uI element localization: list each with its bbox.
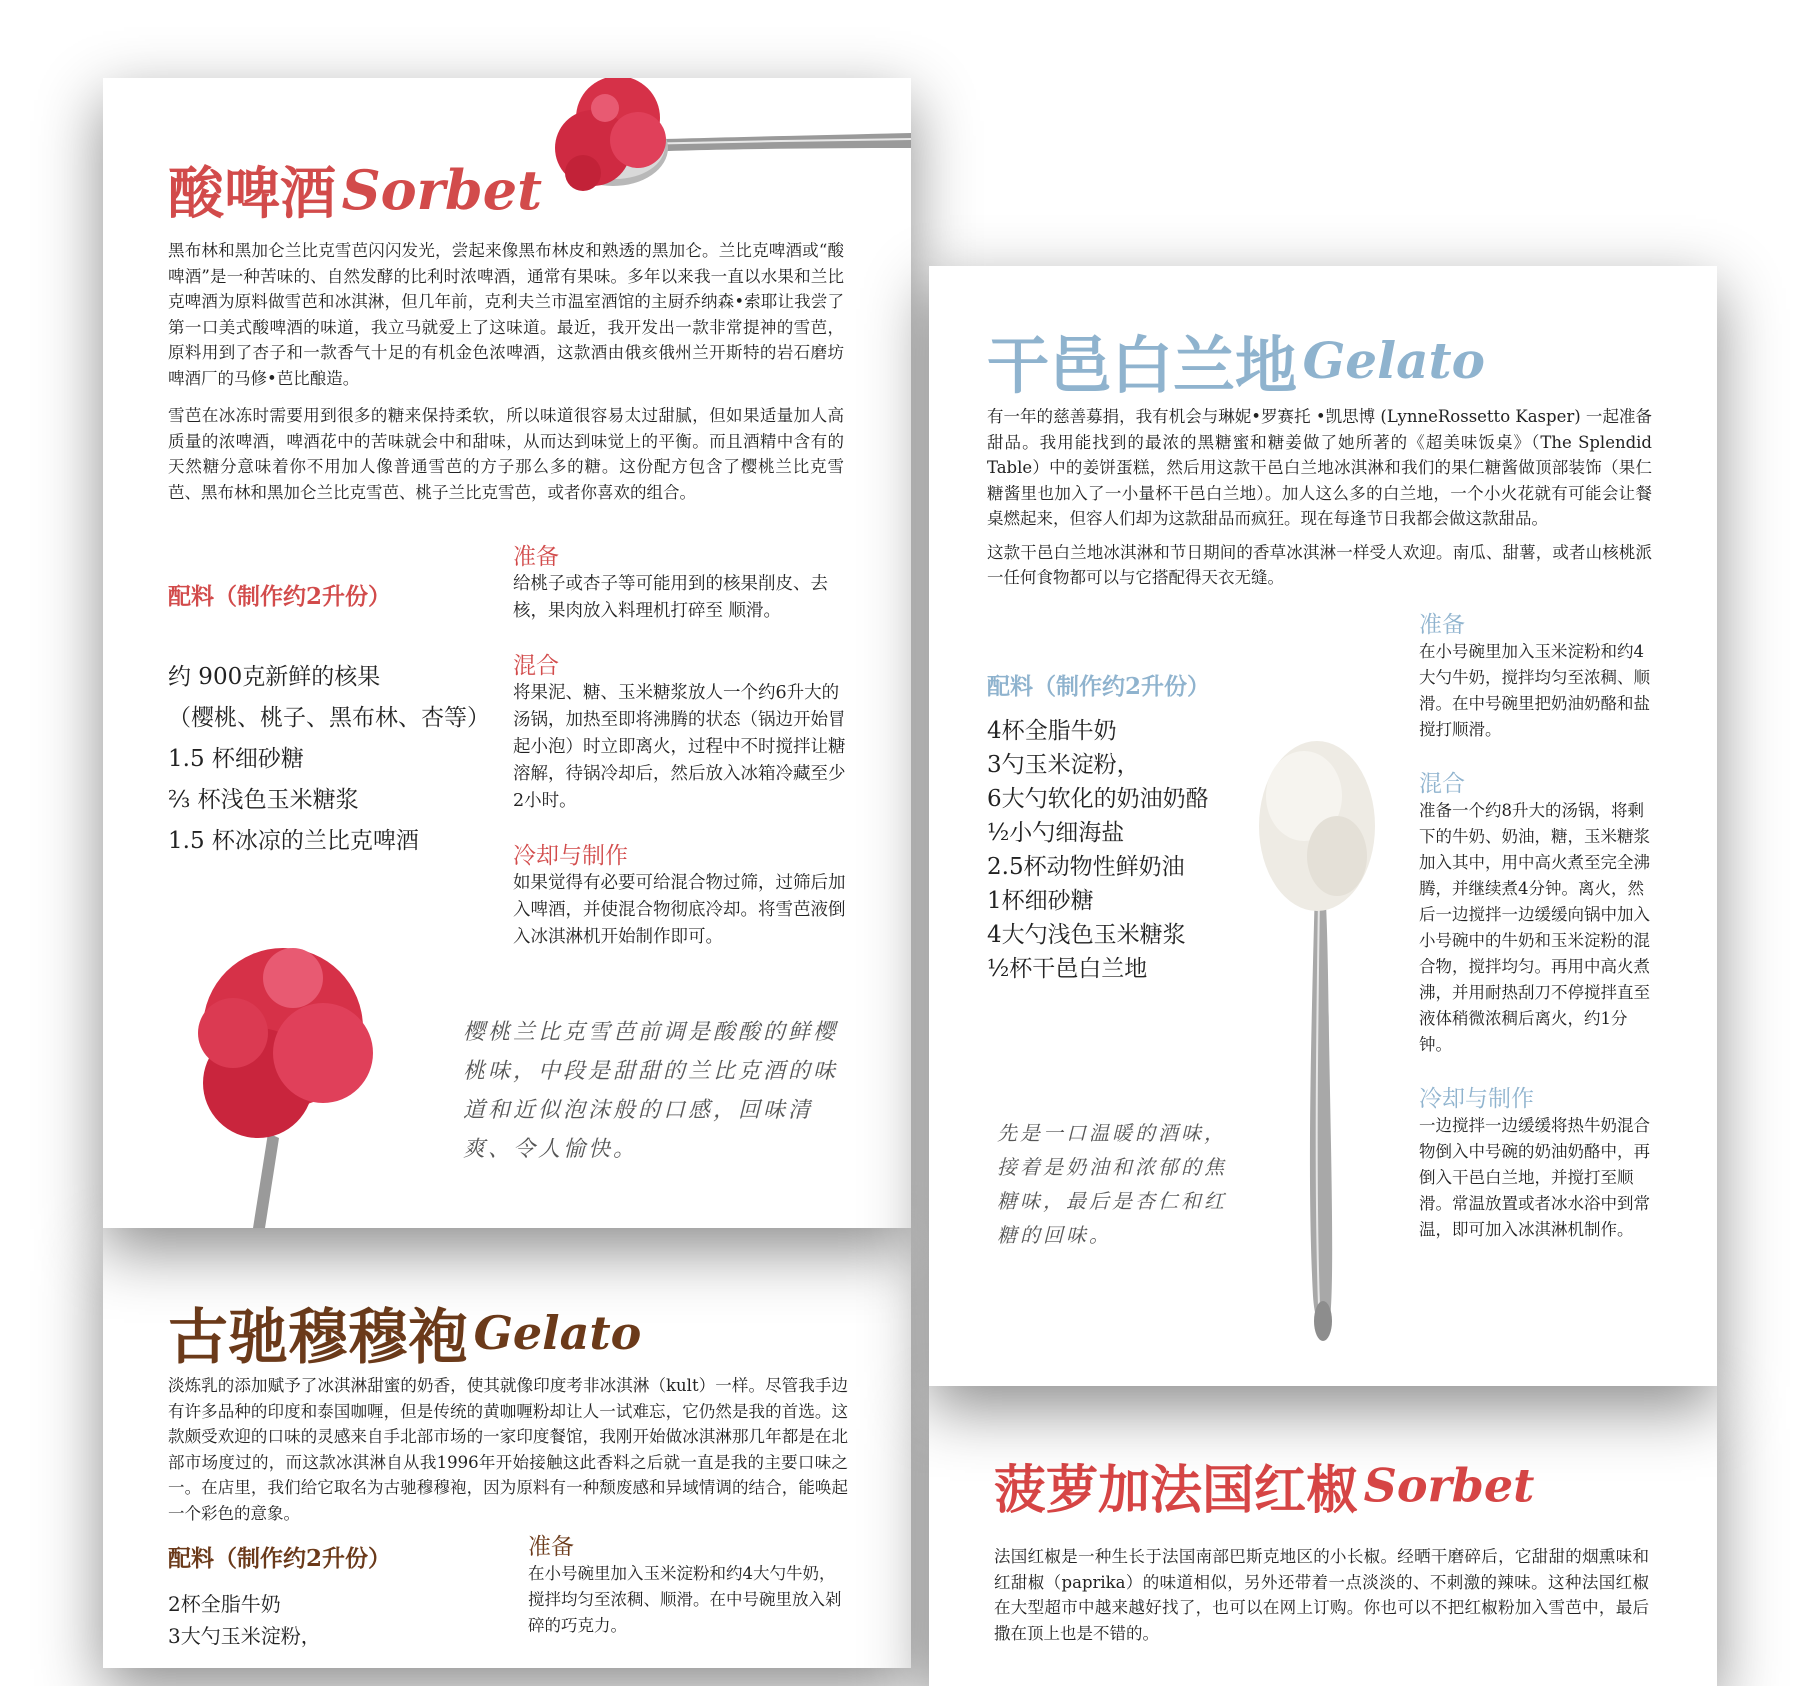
sorbet-ingredients-heading: 配料（制作约2升份） [168, 583, 392, 610]
ingredient-item: 1.5 杯细砂糖 [168, 746, 304, 772]
sorbet-intro-paragraph-1: 黑布林和黑加仑兰比克雪芭闪闪发光，尝起来像黑布林皮和熟透的黑加仑。兰比克啤酒或“酸啤酒”是一种苦味的、自然发酵的比利时浓啤酒，通常有果味。多年以来我一直以水果和兰比克啤酒为原料做雪芭和冰淇淋，但几年前，克利夫兰市温室酒馆的主厨乔纳森•索耶让我尝了第一口美式酸啤酒的味道，我立马就爱上了这味道。最近，我开发出一款非常提神的雪芭，原料用到了杏子和一款香气十足的有机金色浓啤酒，这款酒由俄亥俄州兰开斯特的岩石磨坊啤酒厂的马修•芭比酿造。 [168, 241, 844, 388]
cognac-intro-paragraph-2: 这款干邑白兰地冰淇淋和节日期间的香草冰淇淋一样受人欢迎。南瓜、甜薯，或者山核桃派一任何食物都可以与它搭配得天衣无缝。 [987, 542, 1652, 587]
sorbet-tasting-note: 樱桃兰比克雪芭前调是酸酸的鲜樱桃味，中段是甜甜的兰比克酒的味道和近似泡沫般的口感，回味清爽、令人愉快。 [463, 1020, 839, 1162]
ingredient-item: 4杯全脂牛奶 [987, 718, 1117, 744]
cognac-gelato-title-en: Gelato [1302, 331, 1485, 390]
step-heading-prepare: 准备 [1419, 612, 1465, 638]
ingredient-item: 1杯细砂糖 [987, 888, 1094, 914]
step-heading-chill: 冷却与制作 [513, 843, 628, 869]
step-text-mix: 准备一个约8升大的汤锅，将剩下的牛奶、奶油，糖，玉米糖浆加入其中，用中高火煮至完全沸腾，并继续煮4分钟。离火，然后一边搅拌一边缓缓向锅中加入小号碗中的牛奶和玉米淀粉的混合物，搅拌均匀。再用中高火煮沸，并用耐热刮刀不停搅拌直至液体稍微浓稠后离火，约1分钟。 [1419, 801, 1650, 1054]
gulab-gelato-intro: 淡炼乳的添加赋予了冰淇淋甜蜜的奶香，使其就像印度考非冰淇淋（kult）一样。尽管我手边有许多品种的印度和泰国咖喱，但是传统的黄咖喱粉却让人一试难忘，它仍然是我的首选。这款颇受欢迎的口味的灵感来自手北部市场的一家印度餐馆，我刚开始做冰淇淋那几年都是在北部市场度过的，而这款冰淇淋自从我1996年开始接触这此香料之后就一直是我的主要口味之一。在店里，我们给它取名为古驰穆穆袍，因为原料有一种颓废感和异域情调的结合，能唤起一个彩色的意象。 [168, 1376, 848, 1523]
sorbet-intro-paragraph-2: 雪芭在冰冻时需要用到很多的糖来保持柔软，所以味道很容易太过甜腻，但如果适量加人高质量的浓啤酒，啤酒花中的苦味就会中和甜味，从而达到味觉上的平衡。而且酒精中含有的天然糖分意味着你不用加人像普通雪芭的方子那么多的糖。这份配方包含了樱桃兰比克雪芭、黑布林和黑加仑兰比克雪芭、桃子兰比克雪芭，或者你喜欢的组合。 [168, 406, 844, 502]
pineapple-sorbet-title-cn: 菠萝加法国红椒 [994, 1461, 1359, 1521]
ingredient-item: 4大勺浅色玉米糖浆 [987, 922, 1186, 948]
step-text-chill: 如果觉得有必要可给混合物过筛，过筛后加入啤酒，并使混合物彻底冷却。将雪芭液倒入冰淇淋机开始制作即可。 [513, 873, 846, 947]
gulab-gelato-title-en: Gelato [473, 1306, 642, 1360]
pineapple-sorbet-card [929, 1386, 1717, 1686]
sorbet-ingredients-list [168, 660, 490, 858]
step-text-prepare: 在小号碗里加入玉米淀粉和约4大勺牛奶，搅拌均匀至浓稠、顺滑。在中号碗里把奶油奶酪和盐搅打顺滑。 [1419, 642, 1650, 739]
step-heading-mix: 混合 [513, 653, 559, 679]
cognac-tasting-note: 先是一口温暖的酒味，接着是奶油和浓郁的焦糖味，最后是杏仁和红糖的回味。 [997, 1121, 1227, 1247]
ingredient-item: ⅔ 杯浅色玉米糖浆 [168, 787, 359, 813]
cognac-gelato-title [987, 316, 1485, 402]
step-heading-mix: 混合 [1419, 771, 1465, 797]
sorbet-title-en: Sorbet [341, 158, 543, 222]
ingredient-item: 1.5 杯冰凉的兰比克啤酒 [168, 828, 419, 854]
gulab-gelato-title-cn: 古驰穆穆袍 [168, 1303, 468, 1373]
step-text-prepare: 在小号碗里加入玉米淀粉和约4大勺牛奶，搅拌均匀至浓稠、顺滑。在中号碗里放入剁碎的巧克力。 [528, 1564, 842, 1635]
ingredient-item: 3大勺玉米淀粉， [168, 1624, 321, 1648]
sorbet-title-cn: 酸啤酒 [168, 162, 336, 227]
pineapple-sorbet-intro: 法国红椒是一种生长于法国南部巴斯克地区的小长椒。经晒干磨碎后，它甜甜的烟熏味和红甜椒（paprika）的味道相似，另外还带着一点淡淡的、不刺激的辣味。这种法国红椒在大型超市中越来越好找了，也可以在网上订购。你也可以不把红椒粉加入雪芭中，最后撒在顶上也是不错的。 [994, 1547, 1649, 1643]
cognac-ingredients-heading: 配料（制作约2升份） [987, 673, 1211, 700]
step-heading-chill: 冷却与制作 [1419, 1086, 1534, 1112]
sorbet-intro [168, 238, 844, 505]
cognac-gelato-intro [987, 404, 1652, 591]
pineapple-sorbet-title-en: Sorbet [1363, 1458, 1535, 1513]
step-heading-prepare: 准备 [528, 1534, 574, 1560]
cognac-gelato-title-cn: 干邑白兰地 [987, 329, 1298, 402]
ingredient-item: ½杯干邑白兰地 [987, 956, 1148, 982]
cognac-ingredients-list [987, 714, 1209, 986]
sorbet-title [168, 150, 542, 230]
gulab-ingredients-heading: 配料（制作约2升份） [168, 1545, 392, 1572]
gulab-ingredients-list [168, 1588, 321, 1652]
ingredient-item: 约 900克新鲜的核果 [168, 664, 381, 690]
step-text-mix: 将果泥、糖、玉米糖浆放人一个约6升大的汤锅，加热至即将沸腾的状态（锅边开始冒起小泡）时立即离火，过程中不时搅拌让糖溶解，待锅冷却后，然后放入冰箱冷藏至少2小时。 [513, 683, 846, 811]
cognac-intro-paragraph-1: 有一年的慈善募捐，我有机会与琳妮•罗赛托 •凯思博 (LynneRossetto Kasper) 一起准备甜品。我用能找到的最浓的黑糖蜜和糖姜做了她所著的《超美味饭桌》（The Splendid Table）中的姜饼蛋糕，然后用这款干邑白兰地冰淇淋和我们的果仁糖酱做顶部装饰（果仁糖酱里也加入了一小量杯干邑白兰地）。加人这么多的白兰地，一个小火花就有可能会让餐桌燃起来，但容人们却为这款甜品而疯狂。现在每逢节日我都会做这款甜品。 [987, 407, 1652, 528]
ingredient-item: 2杯全脂牛奶 [168, 1592, 281, 1616]
ingredient-item: 3勺玉米淀粉， [987, 752, 1140, 778]
sorbet-spoon-illustration [523, 78, 911, 208]
cognac-steps [1419, 606, 1659, 1243]
step-heading-prepare: 准备 [513, 544, 559, 570]
gulab-gelato-card [103, 1228, 911, 1668]
sorbet-scoop-illustration [173, 933, 403, 1228]
pineapple-sorbet-title [994, 1448, 1535, 1521]
gulab-steps [528, 1528, 848, 1639]
step-text-chill: 一边搅拌一边缓缓将热牛奶混合物倒入中号碗的奶油奶酪中，再倒入干邑白兰地，并搅打至顺滑。常温放置或者冰水浴中到常温，即可加入冰淇淋机制作。 [1419, 1116, 1650, 1239]
ingredient-item: ½小勺细海盐 [987, 820, 1125, 846]
cognac-gelato-card [929, 266, 1717, 1386]
sorbet-steps [513, 538, 848, 951]
ingredient-item: 6大勺软化的奶油奶酪 [987, 786, 1209, 812]
step-text-prepare: 给桃子或杏子等可能用到的核果削皮、去核，果肉放入料理机打碎至 顺滑。 [513, 574, 828, 621]
gelato-spoon-illustration [1249, 736, 1389, 1386]
ingredient-item: 2.5杯动物性鲜奶油 [987, 854, 1185, 880]
ingredient-item: （樱桃、桃子、黑布林、杏等） [168, 705, 490, 731]
sorbet-recipe-card [103, 78, 911, 1228]
gulab-gelato-title [168, 1290, 642, 1373]
